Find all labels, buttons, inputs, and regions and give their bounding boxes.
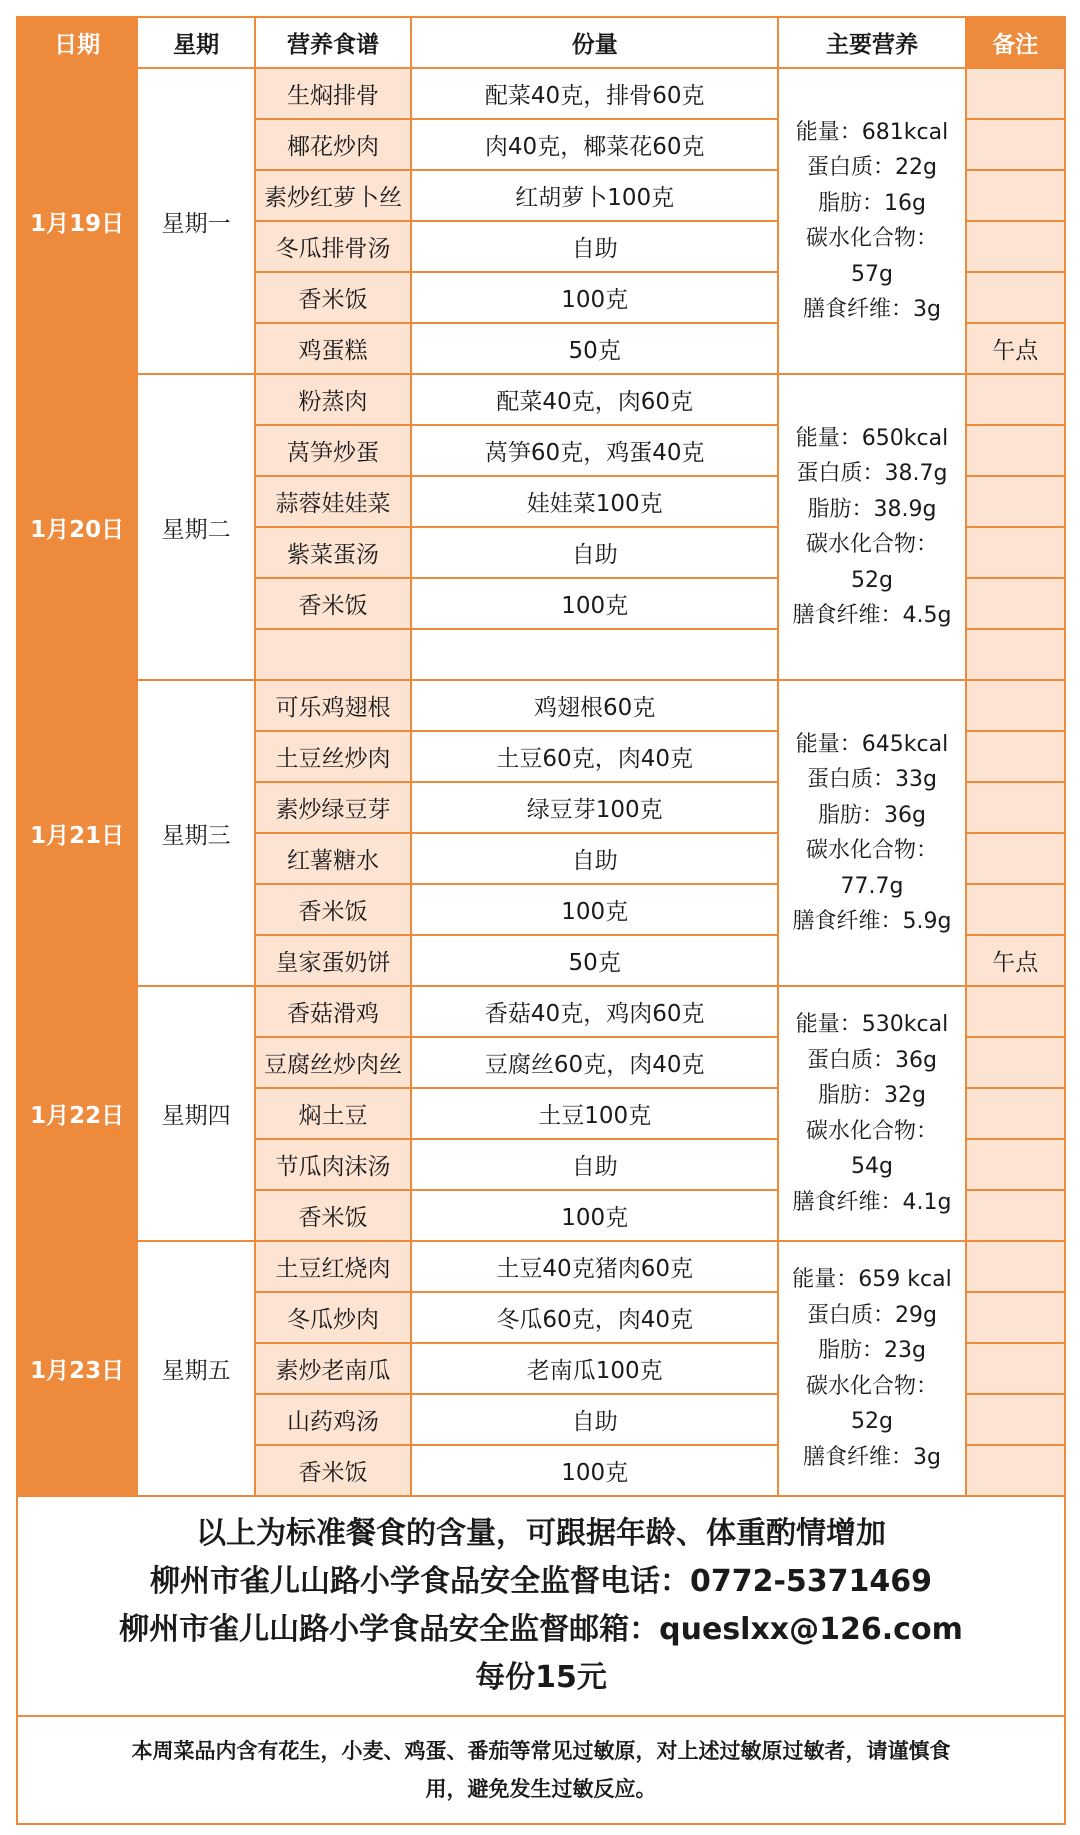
remark-cell bbox=[966, 1190, 1065, 1241]
nutrition-line: 脂肪：16g bbox=[818, 190, 926, 216]
weekday-cell: 星期四 bbox=[137, 986, 255, 1241]
date-cell: 1月21日 bbox=[17, 680, 137, 986]
dish-cell: 香米饭 bbox=[255, 1445, 411, 1496]
remark-cell bbox=[966, 68, 1065, 119]
remark-cell bbox=[966, 1088, 1065, 1139]
remark-cell bbox=[966, 1394, 1065, 1445]
nutrition-cell bbox=[778, 986, 965, 1241]
amount-cell: 自助 bbox=[411, 527, 778, 578]
dish-cell: 香菇滑鸡 bbox=[255, 986, 411, 1037]
allergy-note-line-1: 本周菜品内含有花生，小麦、鸡蛋、番茄等常见过敏原，对上述过敏原过敏者，请谨慎食 bbox=[131, 1739, 951, 1763]
remark-cell bbox=[966, 884, 1065, 935]
remark-cell bbox=[966, 272, 1065, 323]
nutrition-line: 蛋白质：29g bbox=[807, 1302, 937, 1328]
dish-cell: 椰花炒肉 bbox=[255, 119, 411, 170]
dish-cell: 香米饭 bbox=[255, 578, 411, 629]
header-weekday: 星期 bbox=[137, 17, 255, 68]
weekday-cell: 星期一 bbox=[137, 68, 255, 374]
dish-cell: 粉蒸肉 bbox=[255, 374, 411, 425]
dish-cell: 焖土豆 bbox=[255, 1088, 411, 1139]
amount-cell: 土豆100克 bbox=[411, 1088, 778, 1139]
nutrition-line: 蛋白质：33g bbox=[807, 767, 937, 792]
amount-cell: 冬瓜60克，肉40克 bbox=[411, 1292, 778, 1343]
remark-cell bbox=[966, 782, 1065, 833]
nutrition-cell bbox=[778, 374, 965, 680]
dish-cell bbox=[255, 629, 411, 680]
dish-cell: 生焖排骨 bbox=[255, 68, 411, 119]
remark-cell bbox=[966, 374, 1065, 425]
nutrition-line: 脂肪：32g bbox=[818, 1083, 926, 1108]
remark-cell bbox=[966, 425, 1065, 476]
nutrition-line: 碳水化合物： bbox=[805, 1118, 938, 1144]
remark-cell bbox=[966, 1037, 1065, 1088]
dish-cell: 香米饭 bbox=[255, 1190, 411, 1241]
nutrition-line: 碳水化合物： bbox=[805, 226, 938, 251]
table-row bbox=[17, 680, 1065, 731]
dish-cell: 土豆丝炒肉 bbox=[255, 731, 411, 782]
dish-cell: 紫菜蛋汤 bbox=[255, 527, 411, 578]
amount-cell: 莴笋60克，鸡蛋40克 bbox=[411, 425, 778, 476]
allergy-note-line-2: 用，避免发生过敏反应。 bbox=[425, 1777, 657, 1801]
amount-cell: 自助 bbox=[411, 221, 778, 272]
header-recipe: 营养食谱 bbox=[255, 17, 411, 68]
amount-cell: 100克 bbox=[411, 578, 778, 629]
remark-cell bbox=[966, 578, 1065, 629]
nutrition-line: 膳食纤维：4.1g bbox=[792, 1189, 952, 1215]
nutrition-line: 能量：659 kcal bbox=[792, 1267, 952, 1292]
remark-cell bbox=[966, 629, 1065, 680]
nutrition-line: 52g bbox=[851, 567, 893, 593]
nutrition-line: 脂肪：38.9g bbox=[807, 496, 937, 522]
remark-cell bbox=[966, 527, 1065, 578]
amount-cell: 自助 bbox=[411, 833, 778, 884]
dish-cell: 冬瓜炒肉 bbox=[255, 1292, 411, 1343]
amount-cell: 100克 bbox=[411, 272, 778, 323]
date-cell: 1月22日 bbox=[17, 986, 137, 1241]
amount-cell: 配菜40克，肉60克 bbox=[411, 374, 778, 425]
dish-cell: 素炒红萝卜丝 bbox=[255, 170, 411, 221]
amount-cell: 50克 bbox=[411, 935, 778, 986]
dish-cell: 红薯糖水 bbox=[255, 833, 411, 884]
nutrition-cell bbox=[778, 680, 965, 986]
weekday-cell: 星期五 bbox=[137, 1241, 255, 1496]
remark-cell bbox=[966, 119, 1065, 170]
nutrition-line: 能量：681kcal bbox=[795, 119, 949, 145]
nutrition-line: 蛋白质：38.7g bbox=[796, 461, 948, 486]
amount-cell: 土豆40克猪肉60克 bbox=[411, 1241, 778, 1292]
nutrition-line: 能量：530kcal bbox=[795, 1012, 949, 1037]
allergy-note bbox=[18, 1715, 1064, 1823]
nutrition-line: 57g bbox=[851, 261, 893, 287]
amount-cell: 绿豆芽100克 bbox=[411, 782, 778, 833]
header-date: 日期 bbox=[17, 17, 137, 68]
dish-cell: 素炒绿豆芽 bbox=[255, 782, 411, 833]
footer bbox=[16, 1497, 1066, 1825]
remark-cell bbox=[966, 833, 1065, 884]
nutrition-line: 膳食纤维：3g bbox=[803, 297, 941, 322]
dish-cell: 鸡蛋糕 bbox=[255, 323, 411, 374]
nutrition-cell bbox=[778, 68, 965, 374]
table-row bbox=[17, 374, 1065, 425]
amount-cell: 100克 bbox=[411, 884, 778, 935]
nutrition-line: 77.7g bbox=[840, 873, 904, 899]
remark-cell bbox=[966, 1445, 1065, 1496]
footer-email: 柳州市雀儿山路小学食品安全监督邮箱：queslxx@126.com bbox=[119, 1612, 963, 1647]
dish-cell: 豆腐丝炒肉丝 bbox=[255, 1037, 411, 1088]
menu-sheet bbox=[16, 16, 1066, 1825]
remark-cell bbox=[966, 1139, 1065, 1190]
amount-cell: 配菜40克，排骨60克 bbox=[411, 68, 778, 119]
remark-cell bbox=[966, 731, 1065, 782]
header-remark: 备注 bbox=[966, 17, 1065, 68]
amount-cell: 娃娃菜100克 bbox=[411, 476, 778, 527]
nutrition-line: 碳水化合物： bbox=[805, 1373, 938, 1399]
amount-cell: 红胡萝卜100克 bbox=[411, 170, 778, 221]
footer-info bbox=[18, 1497, 1064, 1715]
amount-cell: 自助 bbox=[411, 1394, 778, 1445]
remark-cell bbox=[966, 1343, 1065, 1394]
nutrition-line: 蛋白质：36g bbox=[807, 1047, 937, 1073]
footer-phone: 柳州市雀儿山路小学食品安全监督电话：0772-5371469 bbox=[149, 1564, 933, 1599]
amount-cell: 老南瓜100克 bbox=[411, 1343, 778, 1394]
date-cell: 1月20日 bbox=[17, 374, 137, 680]
dish-cell: 土豆红烧肉 bbox=[255, 1241, 411, 1292]
dish-cell: 可乐鸡翅根 bbox=[255, 680, 411, 731]
nutrition-line: 52g bbox=[851, 1409, 893, 1434]
weekday-cell: 星期二 bbox=[137, 374, 255, 680]
date-cell: 1月19日 bbox=[17, 68, 137, 374]
remark-cell bbox=[966, 680, 1065, 731]
dish-cell: 素炒老南瓜 bbox=[255, 1343, 411, 1394]
amount-cell: 鸡翅根60克 bbox=[411, 680, 778, 731]
amount-cell: 50克 bbox=[411, 323, 778, 374]
nutrition-line: 54g bbox=[851, 1154, 893, 1179]
header-nutrition: 主要营养 bbox=[778, 17, 965, 68]
table-row bbox=[17, 68, 1065, 119]
dish-cell: 莴笋炒蛋 bbox=[255, 425, 411, 476]
menu-table bbox=[16, 16, 1066, 1497]
dish-cell: 皇家蛋奶饼 bbox=[255, 935, 411, 986]
remark-cell bbox=[966, 986, 1065, 1037]
remark-cell bbox=[966, 1292, 1065, 1343]
amount-cell: 豆腐丝60克，肉40克 bbox=[411, 1037, 778, 1088]
amount-cell: 肉40克，椰菜花60克 bbox=[411, 119, 778, 170]
amount-cell: 自助 bbox=[411, 1139, 778, 1190]
footer-standard-note: 以上为标准餐食的含量，可跟据年龄、体重酌情增加 bbox=[196, 1516, 886, 1551]
nutrition-line: 能量：645kcal bbox=[795, 731, 949, 757]
nutrition-line: 碳水化合物： bbox=[805, 838, 938, 863]
remark-cell: 午点 bbox=[966, 323, 1065, 374]
dish-cell: 蒜蓉娃娃菜 bbox=[255, 476, 411, 527]
nutrition-line: 脂肪：23g bbox=[818, 1338, 926, 1363]
weekday-cell: 星期三 bbox=[137, 680, 255, 986]
remark-cell bbox=[966, 476, 1065, 527]
amount-cell: 香菇40克，鸡肉60克 bbox=[411, 986, 778, 1037]
amount-cell: 土豆60克，肉40克 bbox=[411, 731, 778, 782]
table-row bbox=[17, 986, 1065, 1037]
nutrition-cell bbox=[778, 1241, 965, 1496]
dish-cell: 香米饭 bbox=[255, 884, 411, 935]
header-amount: 份量 bbox=[411, 17, 778, 68]
nutrition-line: 蛋白质：22g bbox=[807, 155, 937, 180]
remark-cell bbox=[966, 221, 1065, 272]
amount-cell: 100克 bbox=[411, 1190, 778, 1241]
table-row bbox=[17, 1241, 1065, 1292]
nutrition-line: 能量：650kcal bbox=[795, 425, 949, 451]
menu-body bbox=[17, 68, 1065, 1496]
amount-cell: 100克 bbox=[411, 1445, 778, 1496]
date-cell: 1月23日 bbox=[17, 1241, 137, 1496]
nutrition-line: 碳水化合物： bbox=[805, 532, 938, 557]
remark-cell: 午点 bbox=[966, 935, 1065, 986]
dish-cell: 香米饭 bbox=[255, 272, 411, 323]
dish-cell: 节瓜肉沫汤 bbox=[255, 1139, 411, 1190]
header-row bbox=[17, 17, 1065, 68]
nutrition-line: 膳食纤维：5.9g bbox=[792, 909, 952, 934]
remark-cell bbox=[966, 170, 1065, 221]
footer-price: 每份15元 bbox=[475, 1660, 607, 1695]
nutrition-line: 脂肪：36g bbox=[818, 802, 926, 828]
amount-cell bbox=[411, 629, 778, 680]
dish-cell: 冬瓜排骨汤 bbox=[255, 221, 411, 272]
nutrition-line: 膳食纤维：4.5g bbox=[792, 603, 952, 628]
nutrition-line: 膳食纤维：3g bbox=[803, 1444, 941, 1470]
remark-cell bbox=[966, 1241, 1065, 1292]
dish-cell: 山药鸡汤 bbox=[255, 1394, 411, 1445]
